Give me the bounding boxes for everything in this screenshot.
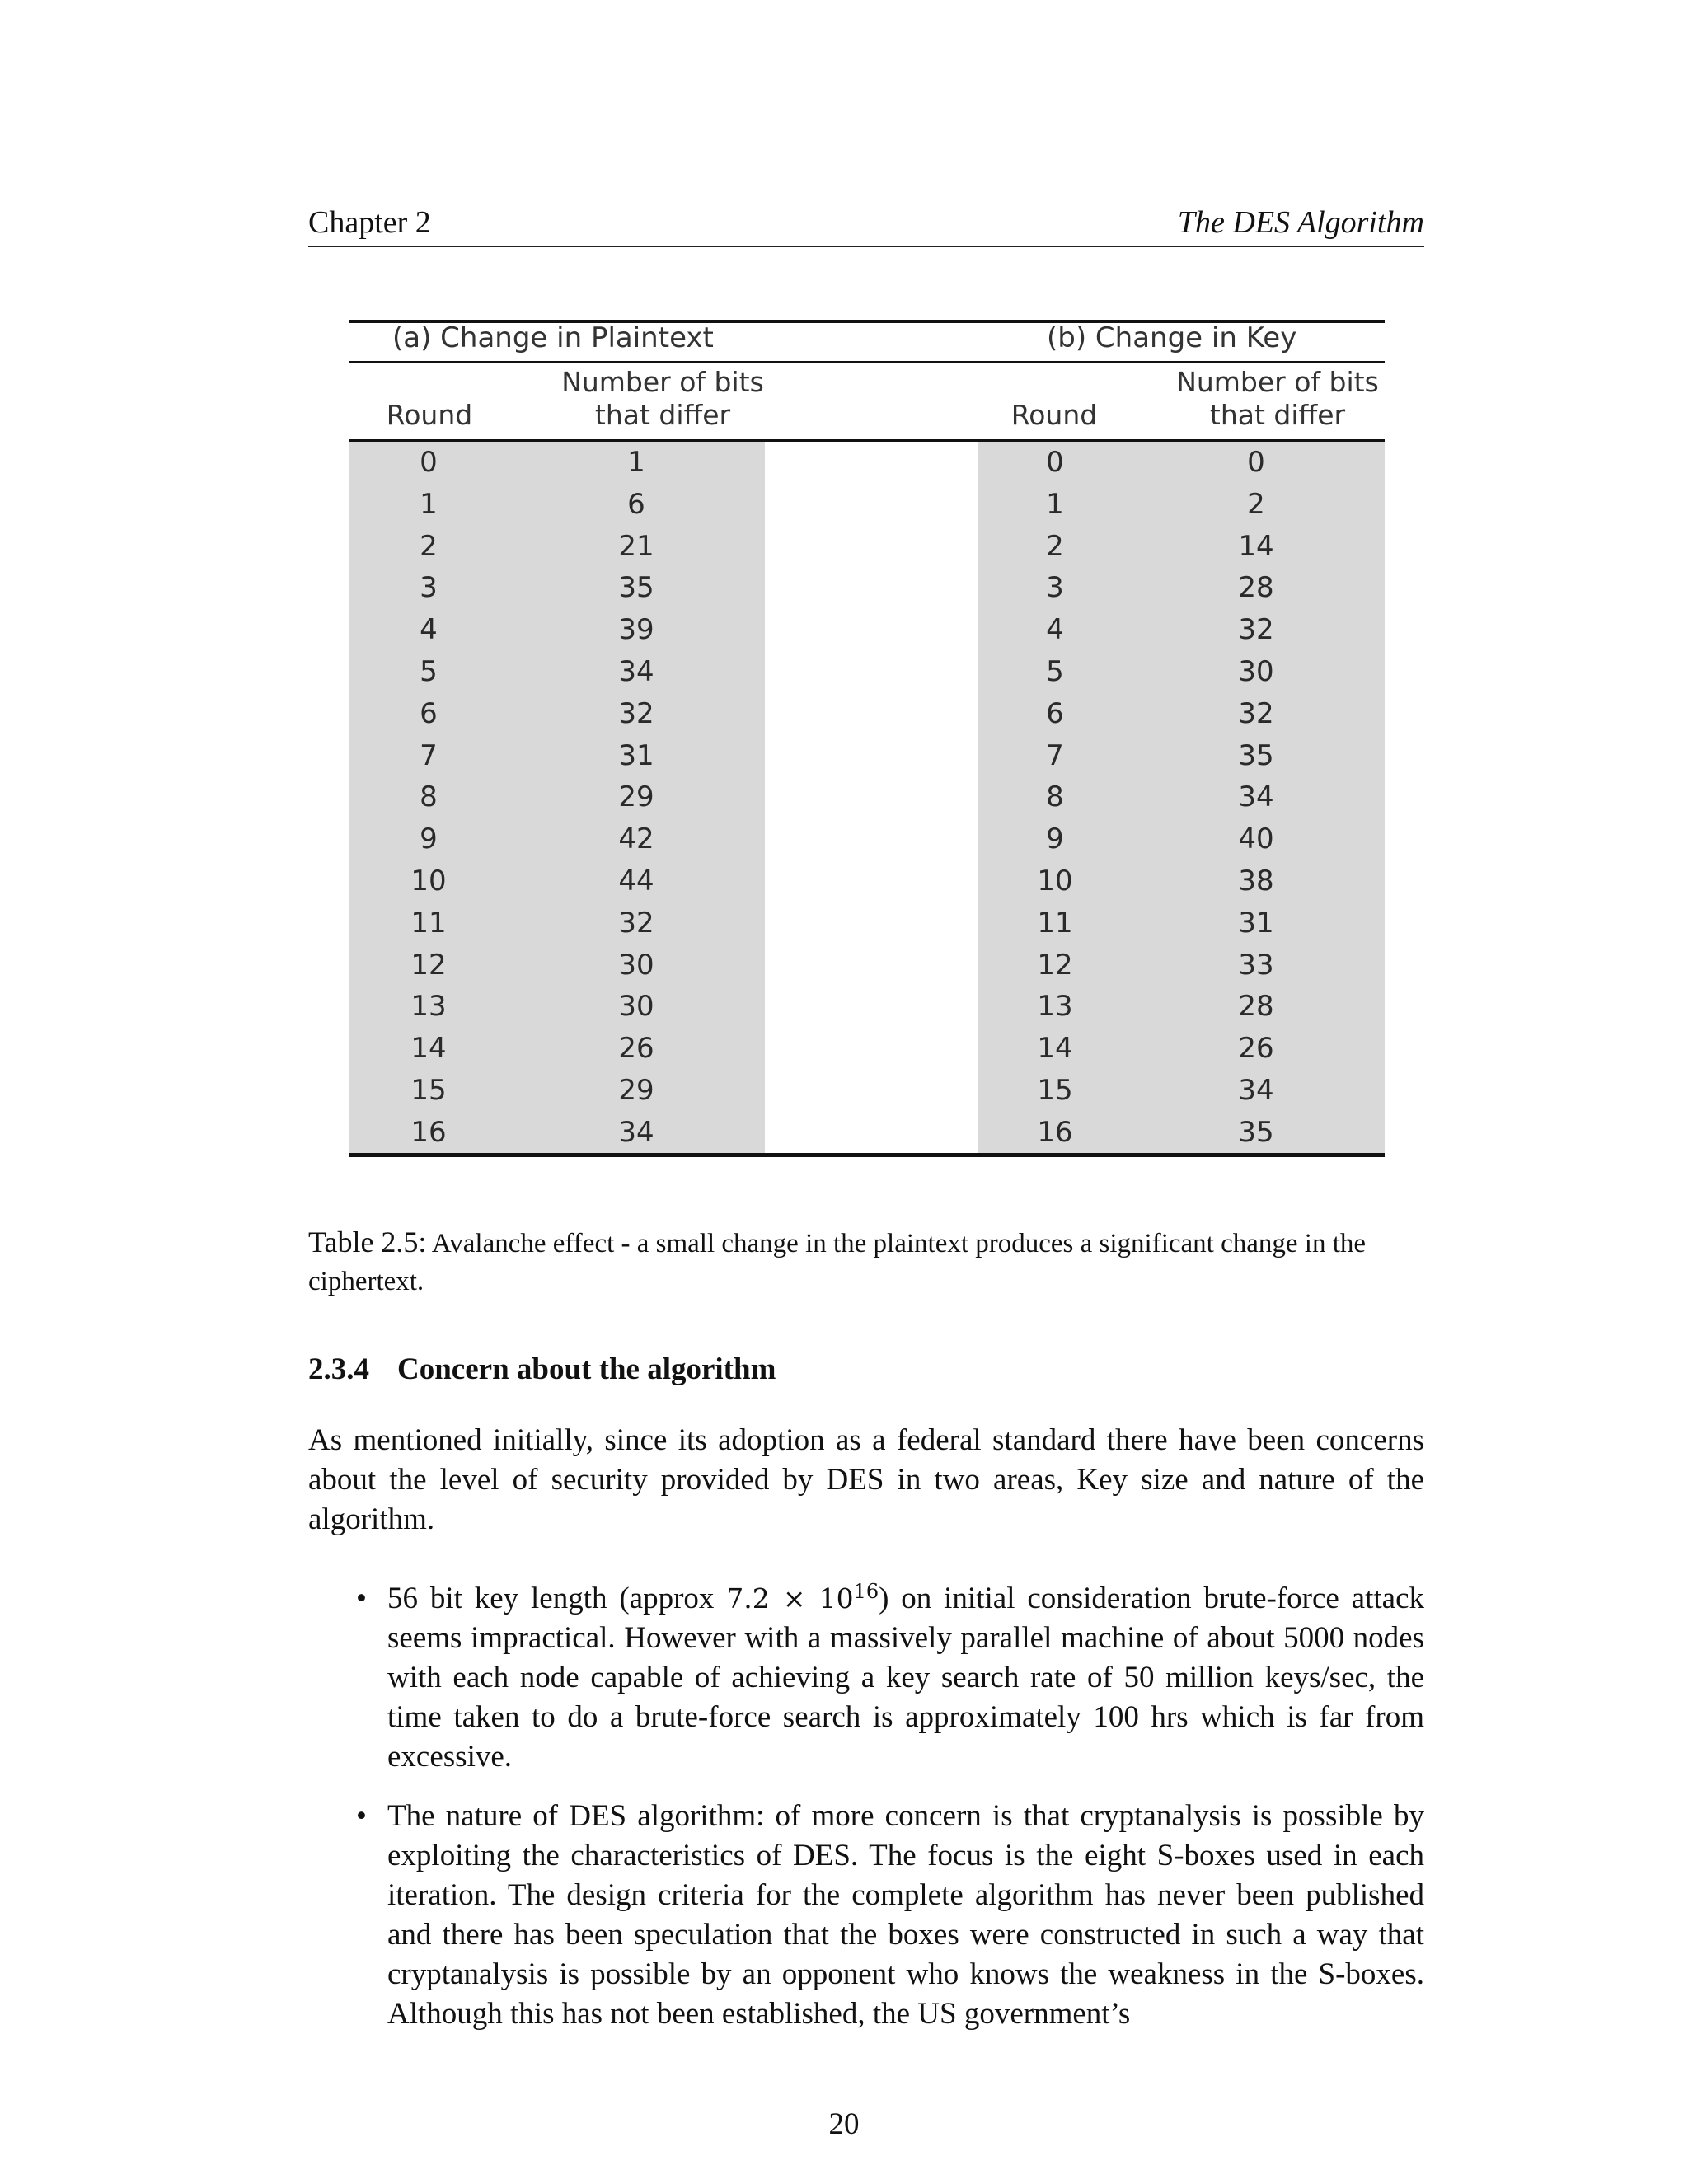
bullet-icon: • <box>356 1582 367 1615</box>
table-cell-bits: 44 <box>618 864 654 898</box>
header-bits-key: Number of bits that differ <box>1176 366 1379 431</box>
table-caption-text: Avalanche effect - a small change in the plaintext produces a significant change in the ciphertext. <box>308 1229 1367 1296</box>
table-cell-round: 0 <box>420 446 438 479</box>
table-cell-bits: 35 <box>618 571 654 605</box>
table-cell-bits: 30 <box>618 990 654 1024</box>
table-cell-round: 12 <box>410 948 447 982</box>
table-cell-bits: 32 <box>1238 613 1274 647</box>
table-rule-bottom <box>349 1153 1385 1157</box>
table-cell-round: 16 <box>410 1115 447 1149</box>
table-cell-round: 12 <box>1037 948 1073 982</box>
table-cell-bits: 34 <box>618 1115 654 1149</box>
table-cell-round: 14 <box>410 1032 447 1066</box>
column-bits-plaintext <box>587 442 686 1154</box>
bullet-item-algorithm-nature: • The nature of DES algorithm: of more concern is that cryptanalysis is possible by exploiting the characteristics of DES. The focus is the eight S-boxes used in each iteration. The design criteria for the complete algorithm has never been published and there has been speculation that the boxes were constructed in such a way that cryptanalysis is possible by an opponent who knows the weakness in the S-boxes. Although this has not been established, the US government’s <box>308 1797 1424 2034</box>
table-cell-round: 15 <box>410 1073 447 1107</box>
header-round-plaintext: Round <box>386 399 473 431</box>
header-round-key: Round <box>1010 399 1098 431</box>
table-cell-bits: 35 <box>1238 738 1274 772</box>
table-cell-bits: 34 <box>1238 1073 1274 1107</box>
running-head <box>308 198 1424 247</box>
table-cell-round: 13 <box>410 990 447 1024</box>
table-cell-round: 5 <box>1046 654 1064 688</box>
table-cell-round: 14 <box>1037 1032 1073 1066</box>
body-paragraph: As mentioned initially, since its adoption as a federal standard there have been concerns about the level of security provided by DES in two areas, Key size and nature of the algorithm. <box>308 1423 1424 1536</box>
table-cell-bits: 32 <box>618 906 654 940</box>
table-rule-caption <box>349 361 1385 363</box>
bullet-item-key-length: • 56 bit key length (approx $7.2 \times 10^{16}$) on initial consideration brute-force attack seems impractical. However with a massively parallel machine of about 5000 nodes with each node capable of achieving a key search rate of 50 million keys/sec, the time taken to do a brute-force search is approximately 100 hrs which is far from excessive. <box>356 1580 1425 1774</box>
table-cell-bits: 31 <box>618 738 654 772</box>
table-cell-round: 11 <box>410 906 447 940</box>
table-cell-bits: 26 <box>1238 1032 1274 1066</box>
table-cell-bits: 21 <box>618 529 654 563</box>
column-round-key <box>1006 442 1104 1154</box>
table-cell-bits: 42 <box>618 823 654 856</box>
bullet-icon: • <box>356 1799 367 1833</box>
table-cell-bits: 29 <box>618 1073 654 1107</box>
table-cell-round: 6 <box>1046 696 1064 730</box>
table-cell-round: 8 <box>1046 780 1064 814</box>
column-round-plaintext <box>379 442 478 1154</box>
table-cell-round: 4 <box>1046 613 1064 647</box>
table-cell-bits: 39 <box>618 613 654 647</box>
table-cell-round: 5 <box>420 654 438 688</box>
header-bits-plaintext: Number of bits that differ <box>561 366 764 431</box>
table-cell-bits: 35 <box>1238 1115 1274 1149</box>
table-cell-bits: 26 <box>618 1032 654 1066</box>
bullet-list <box>308 1579 1424 2034</box>
table-cell-bits: 14 <box>1238 529 1274 563</box>
table-caption-label: Table 2.5: <box>308 1226 427 1258</box>
column-bits-key <box>1207 442 1306 1154</box>
table-cell-round: 3 <box>1046 571 1064 605</box>
table-cell-round: 15 <box>1037 1073 1073 1107</box>
table-cell-bits: 0 <box>1247 446 1265 479</box>
table-cell-round: 9 <box>420 823 438 856</box>
table-cell-bits: 2 <box>1247 487 1265 521</box>
table-cell-round: 13 <box>1037 990 1073 1024</box>
table-cell-round: 9 <box>1046 823 1064 856</box>
table-cell-round: 7 <box>1046 738 1064 772</box>
chapter-label: Chapter 2 <box>308 205 431 240</box>
table-cell-bits: 1 <box>627 446 645 479</box>
table-caption <box>308 1223 1424 1301</box>
key-space-formula: $7.2 \times 10^{16}$ <box>726 1580 879 1615</box>
table-cell-round: 6 <box>420 696 438 730</box>
table-cell-bits: 40 <box>1238 823 1274 856</box>
table-cell-bits: 30 <box>618 948 654 982</box>
table-cell-round: 2 <box>1046 529 1064 563</box>
table-cell-bits: 30 <box>1238 654 1274 688</box>
table-cell-round: 1 <box>420 487 438 521</box>
table-cell-round: 8 <box>420 780 438 814</box>
table-cell-round: 2 <box>420 529 438 563</box>
table-cell-bits: 32 <box>1238 696 1274 730</box>
table-cell-bits: 32 <box>618 696 654 730</box>
table-cell-round: 10 <box>410 864 447 898</box>
table-cell-round: 3 <box>420 571 438 605</box>
table-cell-round: 7 <box>420 738 438 772</box>
page-number: 20 <box>828 2107 860 2141</box>
section-title: Concern about the algorithm <box>397 1352 776 1386</box>
table-cell-bits: 28 <box>1238 990 1274 1024</box>
table-cell-bits: 34 <box>618 654 654 688</box>
section-number: 2.3.4 <box>308 1352 369 1386</box>
section-heading <box>308 1352 776 1387</box>
table-cell-round: 10 <box>1037 864 1073 898</box>
table-cell-round: 1 <box>1046 487 1064 521</box>
table-cell-bits: 31 <box>1238 906 1274 940</box>
table-cell-round: 16 <box>1037 1115 1073 1149</box>
table-caption-plaintext: (a) Change in Plaintext <box>392 321 714 354</box>
table-cell-round: 11 <box>1037 906 1073 940</box>
table-cell-round: 4 <box>420 613 438 647</box>
table-cell-bits: 34 <box>1238 780 1274 814</box>
table-cell-bits: 6 <box>627 487 645 521</box>
chapter-title: The DES Algorithm <box>1177 205 1424 240</box>
table-cell-round: 0 <box>1046 446 1064 479</box>
table-cell-bits: 29 <box>618 780 654 814</box>
table-cell-bits: 38 <box>1238 864 1274 898</box>
table-cell-bits: 28 <box>1238 571 1274 605</box>
avalanche-table <box>349 320 1385 1157</box>
table-caption-key: (b) Change in Key <box>1047 321 1297 354</box>
table-cell-bits: 33 <box>1238 948 1274 982</box>
